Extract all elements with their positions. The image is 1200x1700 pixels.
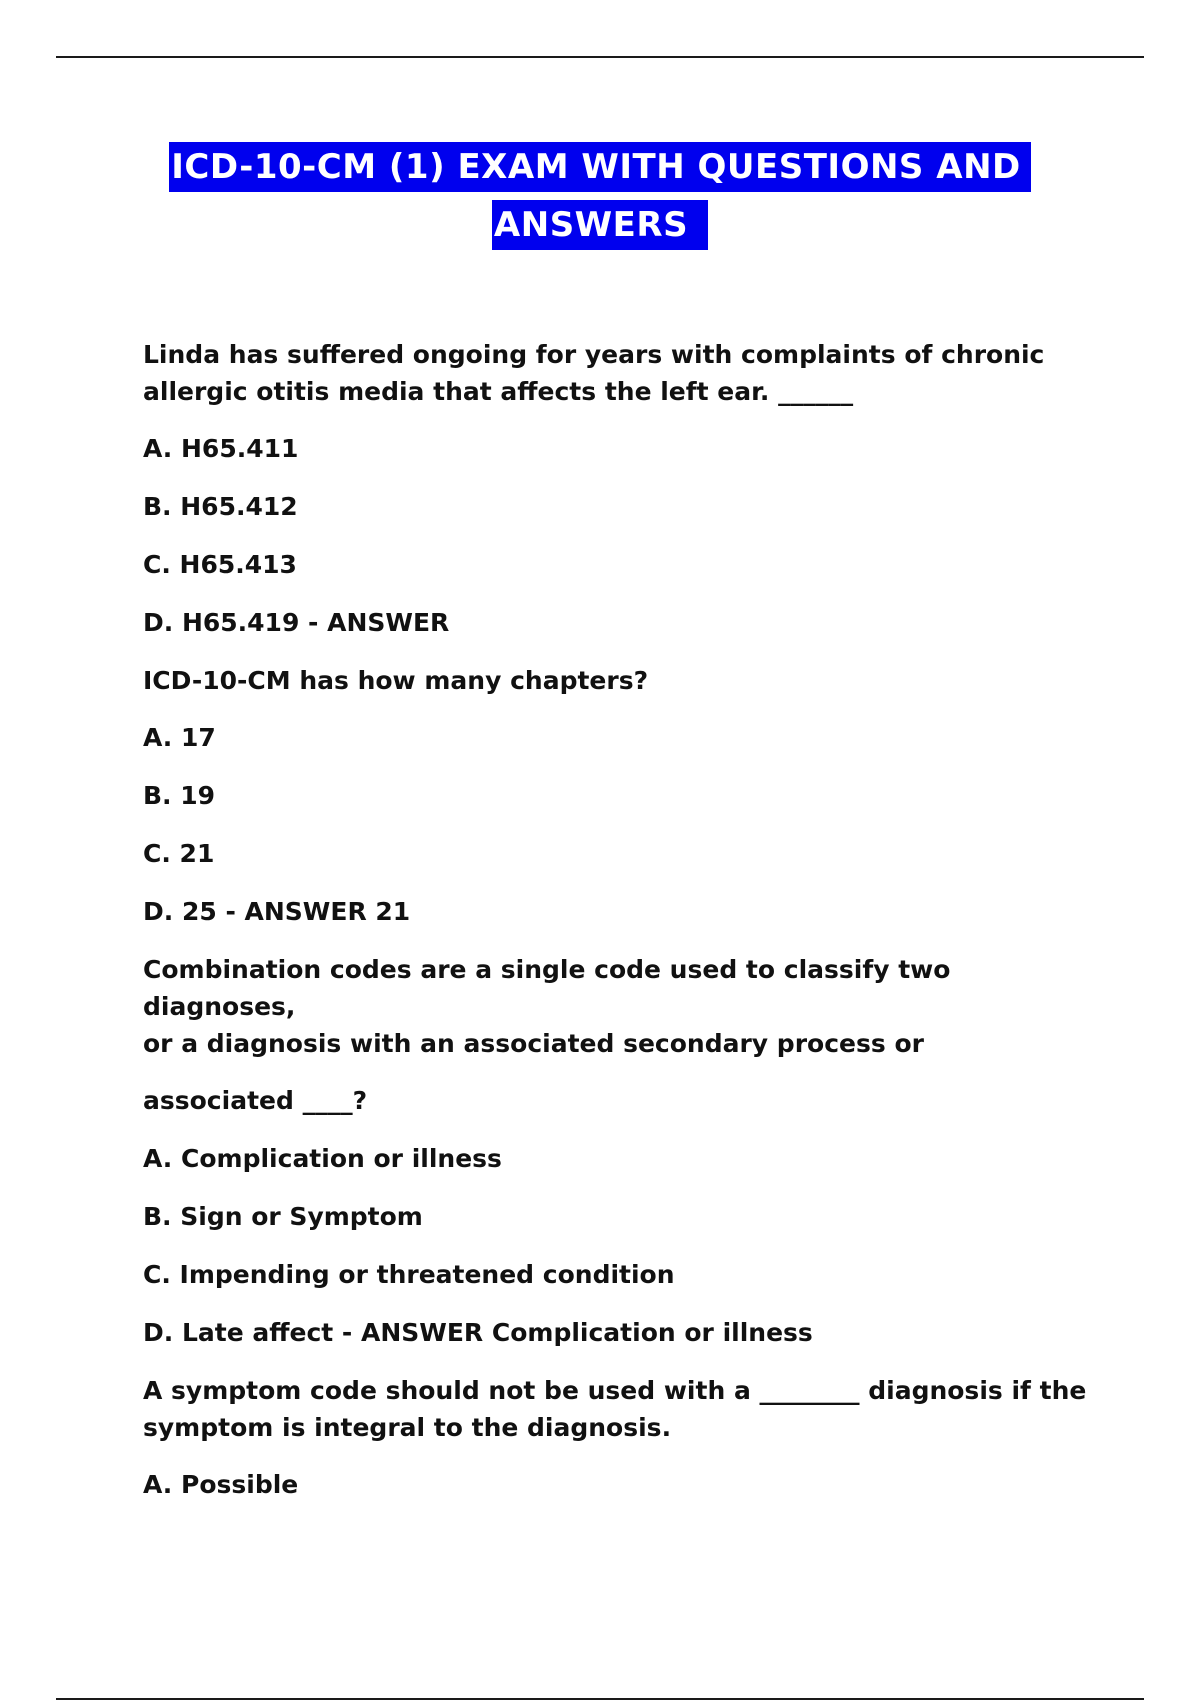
question-4-text-line-1: A symptom code should not be used with a ________ diagnosis if the bbox=[143, 1376, 1087, 1405]
question-2-option-a: A. 17 bbox=[143, 723, 216, 752]
question-1-option-a: A. H65.411 bbox=[143, 434, 299, 463]
document-title bbox=[0, 142, 1200, 250]
question-3 bbox=[143, 951, 1103, 1062]
question-3-option-b: B. Sign or Symptom bbox=[143, 1202, 423, 1231]
question-3-option-d: D. Late affect - ANSWER Complication or illness bbox=[143, 1318, 813, 1347]
question-4-text-line-2: symptom is integral to the diagnosis. bbox=[143, 1413, 672, 1442]
title-line-1: ICD-10-CM (1) EXAM WITH QUESTIONS AND bbox=[169, 142, 1031, 192]
question-3-option-c: C. Impending or threatened condition bbox=[143, 1260, 675, 1289]
question-2 bbox=[143, 662, 1103, 699]
question-2-option-d: D. 25 - ANSWER 21 bbox=[143, 897, 411, 926]
title-line-2: ANSWERS bbox=[492, 200, 708, 250]
question-2-text-line-1: ICD-10-CM has how many chapters? bbox=[143, 666, 649, 695]
question-4-option-a: A. Possible bbox=[143, 1470, 299, 1499]
question-3-text-line-1: Combination codes are a single code used to classify two diagnoses, bbox=[143, 955, 951, 1021]
question-2-option-b: B. 19 bbox=[143, 781, 216, 810]
header-rule bbox=[56, 56, 1144, 58]
question-3-text-line-3: associated ____? bbox=[143, 1086, 368, 1115]
question-3-text-line-2: or a diagnosis with an associated secondary process or bbox=[143, 1029, 924, 1058]
question-1-text-line-2: allergic otitis media that affects the left ear. ______ bbox=[143, 377, 854, 406]
document-body bbox=[143, 336, 1103, 1524]
question-1-option-b: B. H65.412 bbox=[143, 492, 298, 521]
question-1 bbox=[143, 336, 1103, 410]
question-1-text-line-1: Linda has suffered ongoing for years with complaints of chronic bbox=[143, 340, 1045, 369]
question-1-option-d: D. H65.419 - ANSWER bbox=[143, 608, 450, 637]
question-1-option-c: C. H65.413 bbox=[143, 550, 297, 579]
question-3-option-a: A. Complication or illness bbox=[143, 1144, 502, 1173]
question-4 bbox=[143, 1372, 1103, 1446]
question-2-option-c: C. 21 bbox=[143, 839, 215, 868]
